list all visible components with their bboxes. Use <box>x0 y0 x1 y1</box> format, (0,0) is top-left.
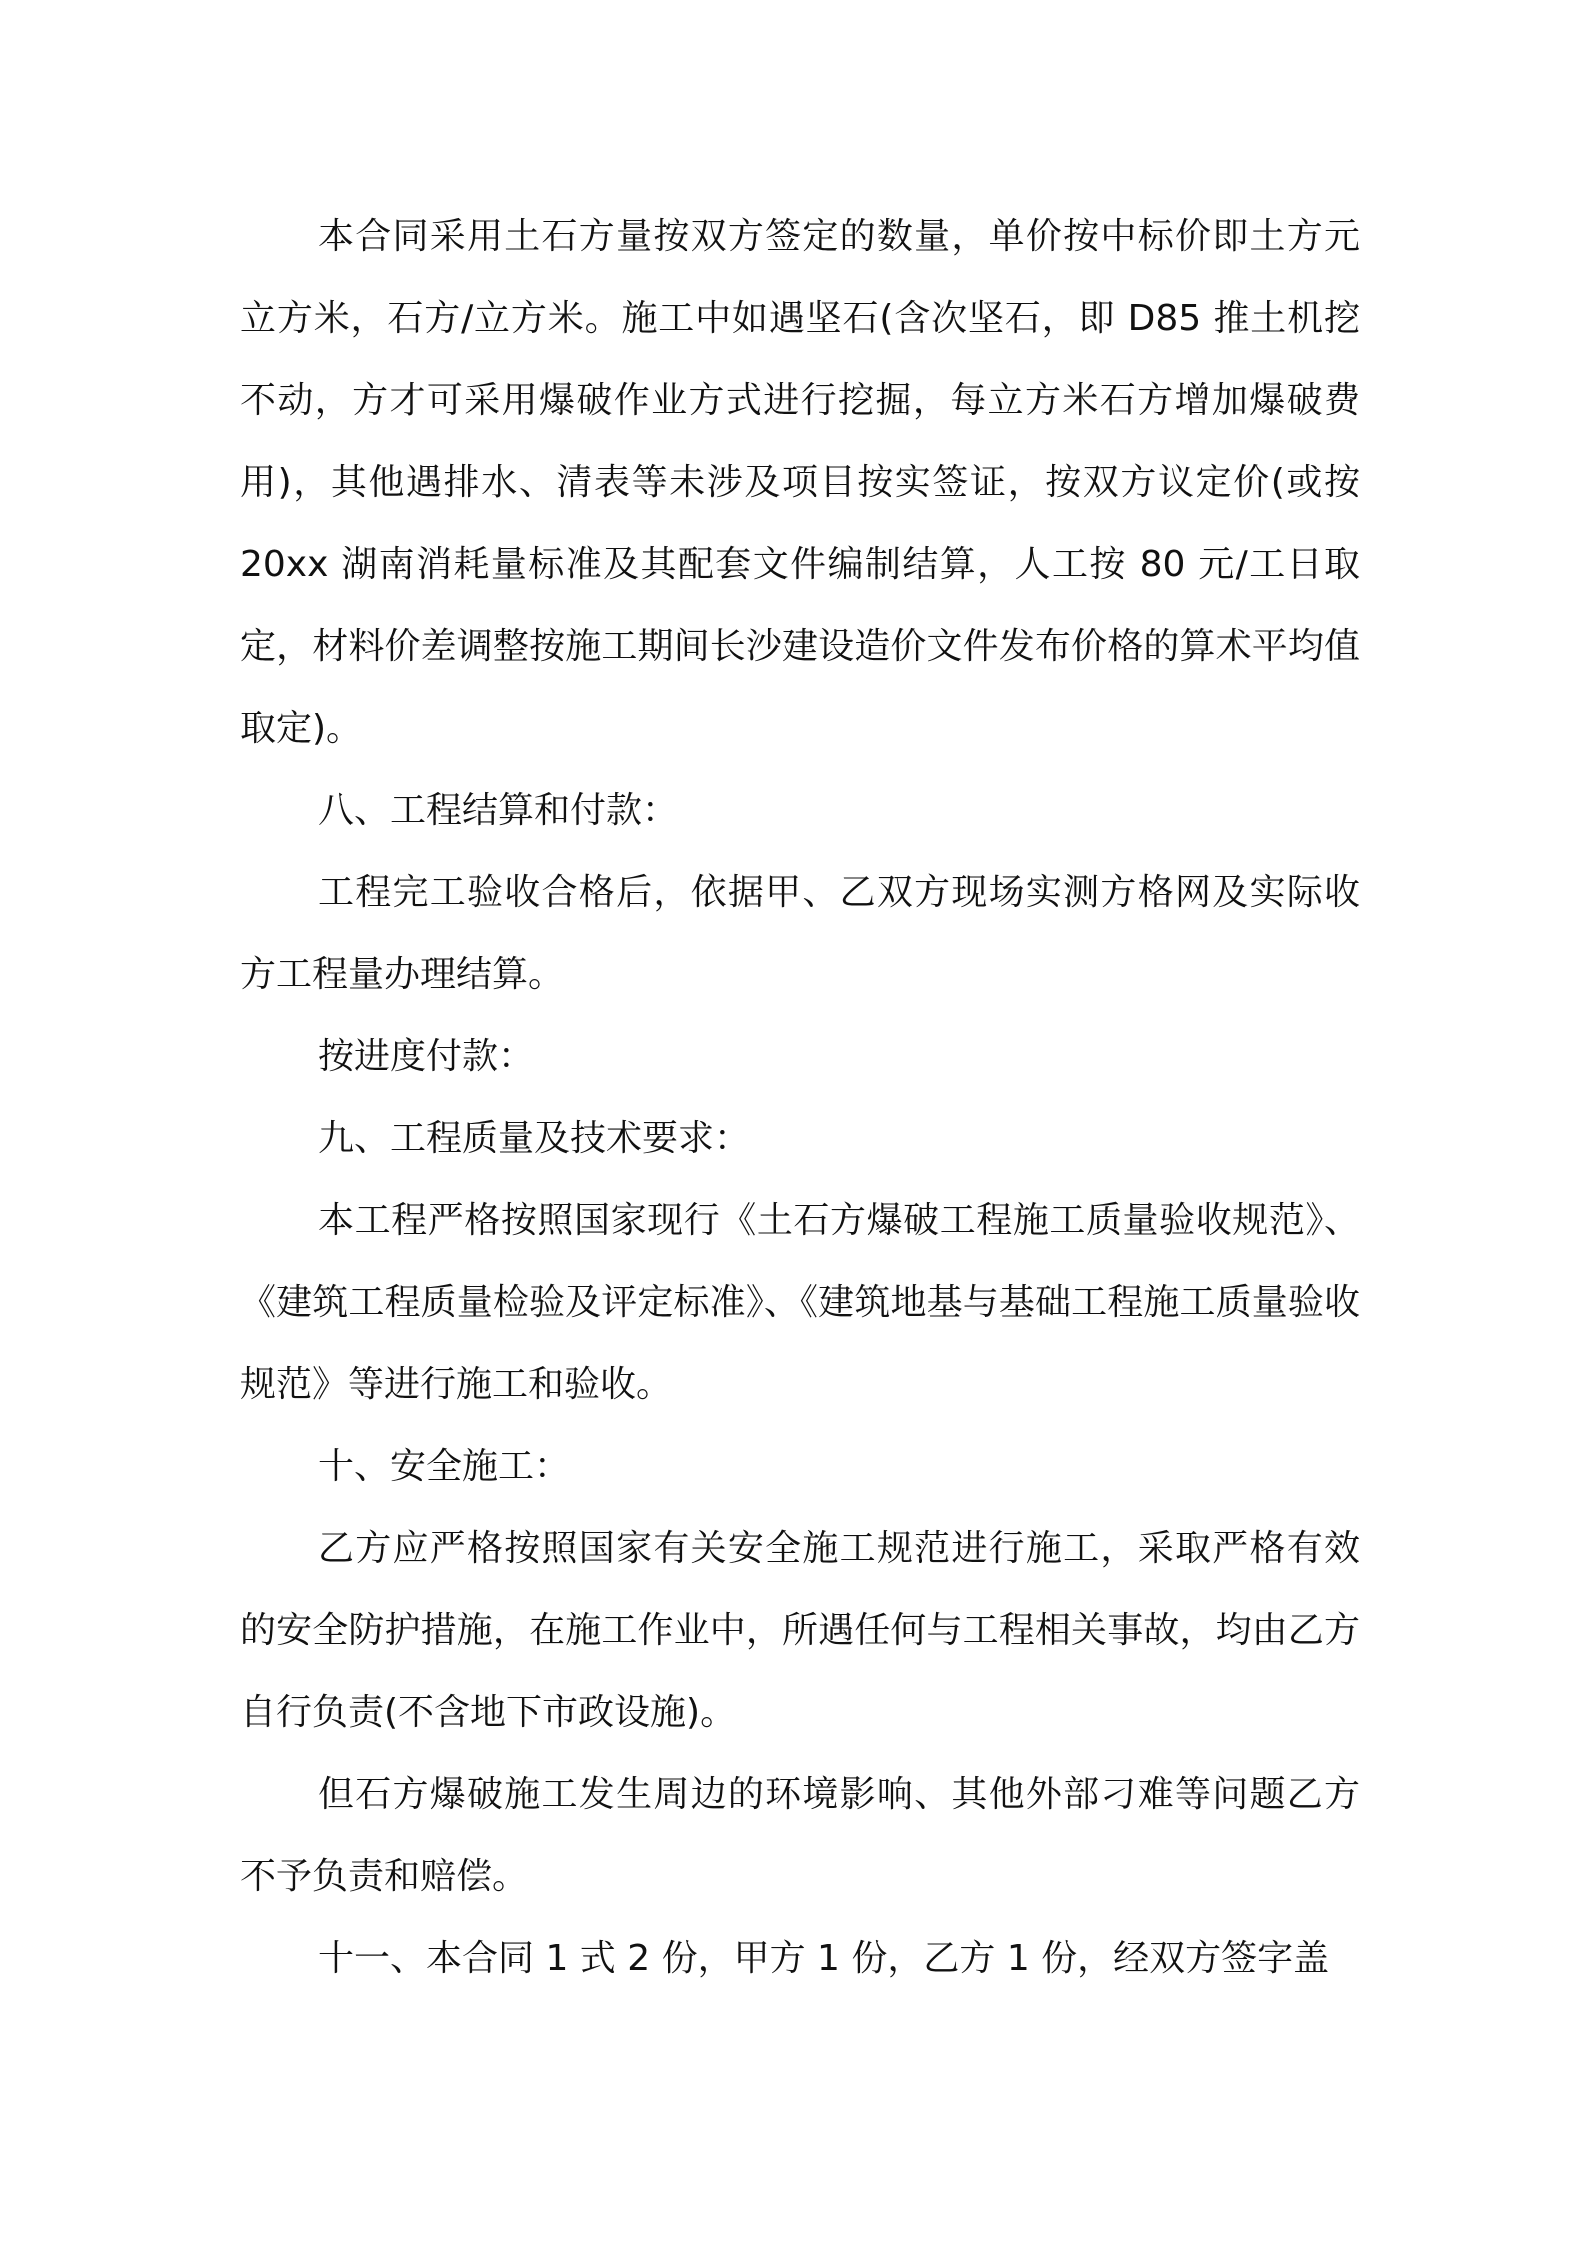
heading-settlement-payment: 八、工程结算和付款： <box>318 790 679 831</box>
paragraph-settlement: 工程完工验收合格后，依据甲、乙双方现场实测方格网及实际收方工程量办理结算。 <box>240 872 1360 995</box>
heading-quality-requirements: 九、工程质量及技术要求： <box>318 1118 751 1159</box>
paragraph-safety-measures: 乙方应严格按照国家有关安全施工规范进行施工，采取严格有效的安全防护措施，在施工作业中，所遇任何与工程相关事故，均由乙方自行负责(不含地下市政设施)。 <box>240 1528 1360 1733</box>
document-body <box>240 196 1360 2000</box>
paragraph-contract-copies: 十一、本合同 1 式 2 份，甲方 1 份，乙方 1 份，经双方签字盖 <box>318 1938 1330 1979</box>
heading-safety: 十、安全施工： <box>318 1446 571 1487</box>
paragraph-quality-standards: 本工程严格按照国家现行《土石方爆破工程施工质量验收规范》、《建筑工程质量检验及评定标准》、《建筑地基与基础工程施工质量验收规范》等进行施工和验收。 <box>240 1200 1360 1405</box>
paragraph-progress-payment: 按进度付款： <box>318 1036 535 1077</box>
paragraph-pricing-terms: 本合同采用土石方量按双方签定的数量，单价按中标价即土方元立方米，石方/立方米。施工中如遇坚石(含次坚石，即 D85 推土机挖不动，方才可采用爆破作业方式进行挖掘，每立方米石方增加爆破费用)，其他遇排水、清表等未涉及项目按实签证，按双方议定价(或按 20xx 湖南消耗量标准及其配套文件编制结算，人工按 80 元/工日取定，材料价差调整按施工期间长沙建设造价文件发布价格的算术平均值取定)。 <box>240 216 1360 749</box>
paragraph-liability-exclusion: 但石方爆破施工发生周边的环境影响、其他外部刁难等问题乙方不予负责和赔偿。 <box>240 1774 1360 1897</box>
